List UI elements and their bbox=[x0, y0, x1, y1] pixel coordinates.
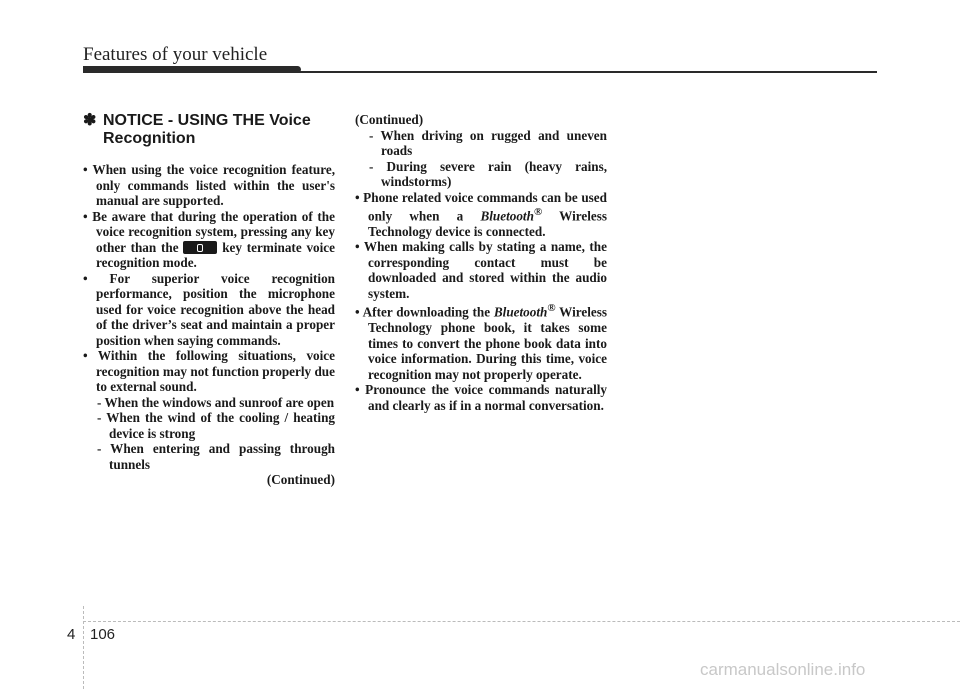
right-column bbox=[355, 112, 607, 413]
footer-rule bbox=[83, 621, 960, 622]
list-item: • Within the following situations, voice recognition may not function properly due to external sound. bbox=[83, 348, 335, 394]
notice-heading bbox=[83, 112, 335, 148]
list-item bbox=[355, 301, 607, 382]
list-item-text: • Be aware that during the operation of the voice recognition system, pressing any key other than the bbox=[83, 208, 335, 255]
list-item: • Pronounce the voice commands naturally and clearly as if in a normal conversation. bbox=[355, 382, 607, 413]
sub-item: - When entering and passing through tunnels bbox=[97, 441, 335, 472]
list-item: • For superior voice recognition performance, position the microphone used for voice recognition above the head of the driver’s seat and maintain a proper position when saying commands. bbox=[83, 270, 335, 348]
footer-vertical-rule bbox=[83, 606, 84, 689]
registered-mark: ® bbox=[533, 206, 543, 218]
sub-item: - When the windows and sunroof are open bbox=[97, 394, 335, 410]
page-number: 106 bbox=[90, 626, 116, 643]
notice-star-icon: ✽ bbox=[83, 112, 97, 129]
continued-label: (Continued) bbox=[355, 112, 424, 127]
watermark: carmanualsonline.info bbox=[700, 660, 866, 679]
list-item-key bbox=[83, 209, 335, 271]
registered-mark: ® bbox=[547, 302, 556, 315]
chapter-number: 4 bbox=[67, 626, 76, 643]
notice-title: NOTICE - USING THE Voice Recognition bbox=[103, 112, 311, 147]
page-header-title: Features of your vehicle bbox=[83, 44, 268, 65]
sub-item: - When the wind of the cooling / heating device is strong bbox=[97, 410, 335, 441]
list-item bbox=[355, 190, 607, 240]
left-column bbox=[83, 112, 335, 488]
continued-label: (Continued) bbox=[266, 472, 335, 487]
sub-item: - During severe rain (heavy rains, windstorms) bbox=[369, 158, 607, 189]
list-item-text: • Phone related voice commands can be used only when a bbox=[355, 189, 607, 224]
list-item: • When making calls by stating a name, the corresponding contact must be downloaded and stored within the audio system. bbox=[355, 239, 607, 301]
list-item-text: Wireless Technology device is connected. bbox=[368, 208, 607, 239]
sub-item: - When driving on rugged and uneven roads bbox=[369, 127, 607, 158]
bluetooth-term: Bluetooth bbox=[493, 304, 548, 320]
bluetooth-term: Bluetooth bbox=[480, 208, 534, 224]
voice-talk-key-icon bbox=[183, 241, 217, 254]
list-item: • When using the voice recognition feature, only commands listed within the user's manual are supported. bbox=[83, 162, 335, 208]
list-item-text: key terminate voice recognition mode. bbox=[96, 239, 336, 270]
list-item-text: Wireless Technology phone book, it takes some times to convert the phone book data into voice information. During this time, voice recognition may not properly operate. bbox=[368, 304, 607, 382]
header-rule bbox=[83, 71, 877, 73]
list-item-text: • After downloading the bbox=[355, 304, 491, 320]
